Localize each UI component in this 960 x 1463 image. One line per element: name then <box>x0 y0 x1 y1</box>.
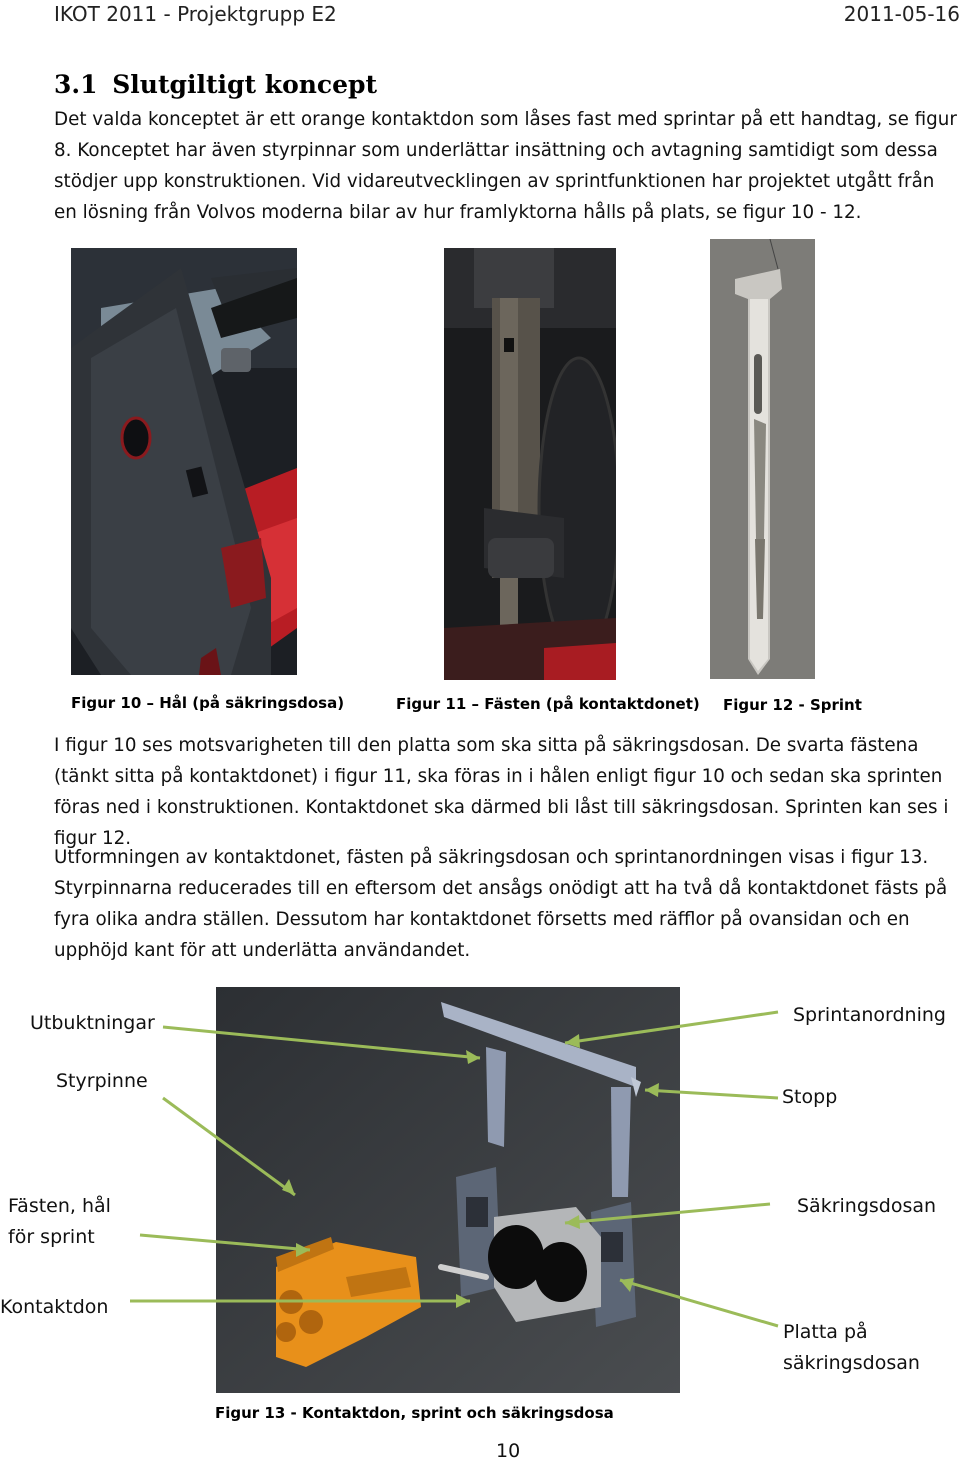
section-heading <box>54 70 377 99</box>
figure-10-caption: Figur 10 – Hål (på säkringsdosa) <box>71 694 345 712</box>
label-fasten-line2: för sprint <box>8 1226 95 1248</box>
figure-12-caption: Figur 12 - Sprint <box>723 696 862 714</box>
paragraph-figures: I figur 10 ses motsvarigheten till den platta som ska sitta på säkringsdosan. De svarta fästena (tänkt sitta på kontaktdonet) i figur 11, ska föras in i hålen enligt figur 10 och sedan ska sprinten föras ned i konstruktionen. Kontaktdonet ska därmed bli låst till säkringsdosan. Sprinten kan ses i figur 12. <box>54 735 949 849</box>
label-fasten-line1: Fästen, hål <box>8 1195 111 1217</box>
paragraph-design: Utformningen av kontaktdonet, fästen på säkringsdosan och sprintanordningen visas i figur 13. Styrpinnarna reducerades till en eftersom det ansågs onödigt att ha två då kontaktdonet fästs på fyra olika andra ställen. Dessutom har kontaktdonet försetts med räfflor på ovansidan och en upphöjd kant för att underlätta användandet. <box>54 847 948 961</box>
section-title: Slutgiltigt koncept <box>112 70 378 99</box>
label-platta-line1: Platta på <box>783 1321 868 1343</box>
figure-13-caption: Figur 13 - Kontaktdon, sprint och säkringsdosa <box>215 1404 614 1422</box>
label-styrpinne: Styrpinne <box>56 1070 148 1092</box>
label-utbuktningar: Utbuktningar <box>30 1012 155 1034</box>
figure-11-photo <box>444 248 616 680</box>
section-number: 3.1 <box>54 70 98 99</box>
figure-12-photo <box>710 239 815 679</box>
label-kontaktdon: Kontaktdon <box>0 1296 109 1318</box>
header-right: 2011-05-16 <box>843 2 960 26</box>
header-left: IKOT 2011 - Projektgrupp E2 <box>54 2 337 26</box>
label-sprintanordning: Sprintanordning <box>793 1004 946 1026</box>
figure-11-caption: Figur 11 – Fästen (på kontaktdonet) <box>396 695 700 713</box>
label-stopp: Stopp <box>782 1086 838 1108</box>
page-number: 10 <box>496 1440 521 1462</box>
label-platta-line2: säkringsdosan <box>783 1352 920 1374</box>
label-sakringsdosan: Säkringsdosan <box>797 1195 937 1217</box>
paragraph-intro: Det valda konceptet är ett orange kontaktdon som låses fast med sprintar på ett handtag, se figur 8. Konceptet har även styrpinnar som underlättar insättning och avtagning samtidigt som dessa stödjer upp konstruktionen. Vid vidareutvecklingen av sprintfunktionen har projektet utgått från en lösning från Volvos moderna bilar av hur framlyktorna hålls på plats, se figur 10 - 12. <box>54 109 957 223</box>
figure-10-photo <box>71 248 297 675</box>
